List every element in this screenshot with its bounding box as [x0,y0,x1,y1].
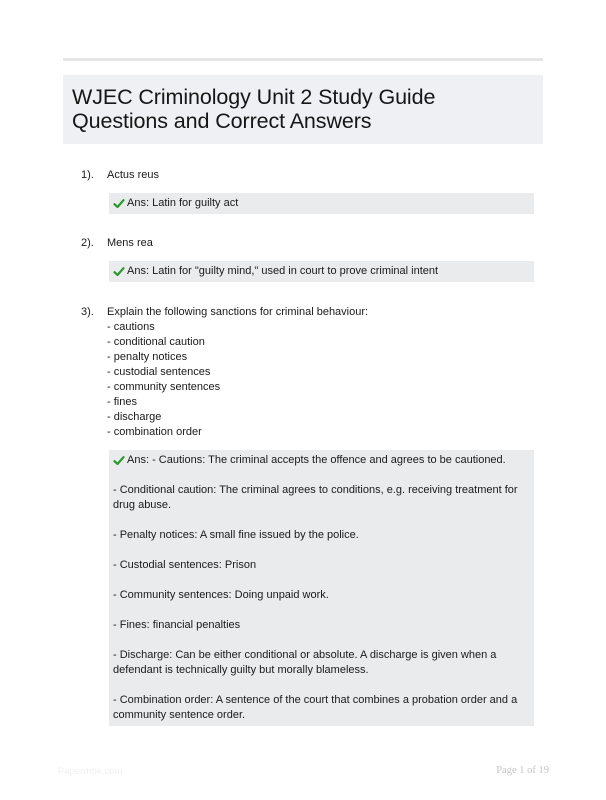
footer-watermark: Paperrhbk.com [58,766,123,777]
check-icon [113,196,125,211]
answer-paragraph: - Fines: financial penalties [113,619,241,631]
answer-paragraph: - Discharge: Can be either conditional or absolute. A discharge is given when a defendant is technically guilty but morally blameless. [113,649,497,676]
answer-paragraph: - Combination order: A sentence of the court that combines a probation order and a community sentence order. [113,694,518,721]
answer-text: - Cautions: The criminal accepts the offence and agrees to be cautioned. [152,454,506,466]
answer-prefix: Ans: [127,265,150,277]
check-icon [113,453,125,468]
question-number: 2). [81,237,94,249]
answer-prefix: Ans: [127,454,150,466]
question-number: 3). [81,306,94,318]
answer-3 [109,450,534,726]
answer-paragraph: - Community sentences: Doing unpaid work. [113,589,329,601]
answer-paragraph: - Conditional caution: The criminal agrees to conditions, e.g. receiving treatment for drug abuse. [113,484,518,511]
check-icon [113,264,125,279]
question-text: Actus reus [107,169,159,181]
answer-paragraph: - Custodial sentences: Prison [113,559,257,571]
question-text: Explain the following sanctions for criminal behaviour: - cautions - conditional caution - penalty notices - custodial sentences - community sentences - fines - discharge - combination order [107,306,369,438]
answer-text: Latin for "guilty mind," used in court to prove criminal intent [152,265,439,277]
answer-2 [109,261,534,282]
top-divider [63,58,543,61]
page-number: Page 1 of 19 [496,765,549,776]
answer-paragraph: - Penalty notices: A small fine issued by the police. [113,529,359,541]
answer-1 [109,193,534,214]
question-number: 1). [81,169,94,181]
question-text: Mens rea [107,237,153,249]
title-box [63,75,543,144]
answer-text: Latin for guilty act [152,197,239,209]
page-title: WJEC Criminology Unit 2 Study Guide Questions and Correct Answers [72,85,436,133]
answer-prefix: Ans: [127,197,150,209]
